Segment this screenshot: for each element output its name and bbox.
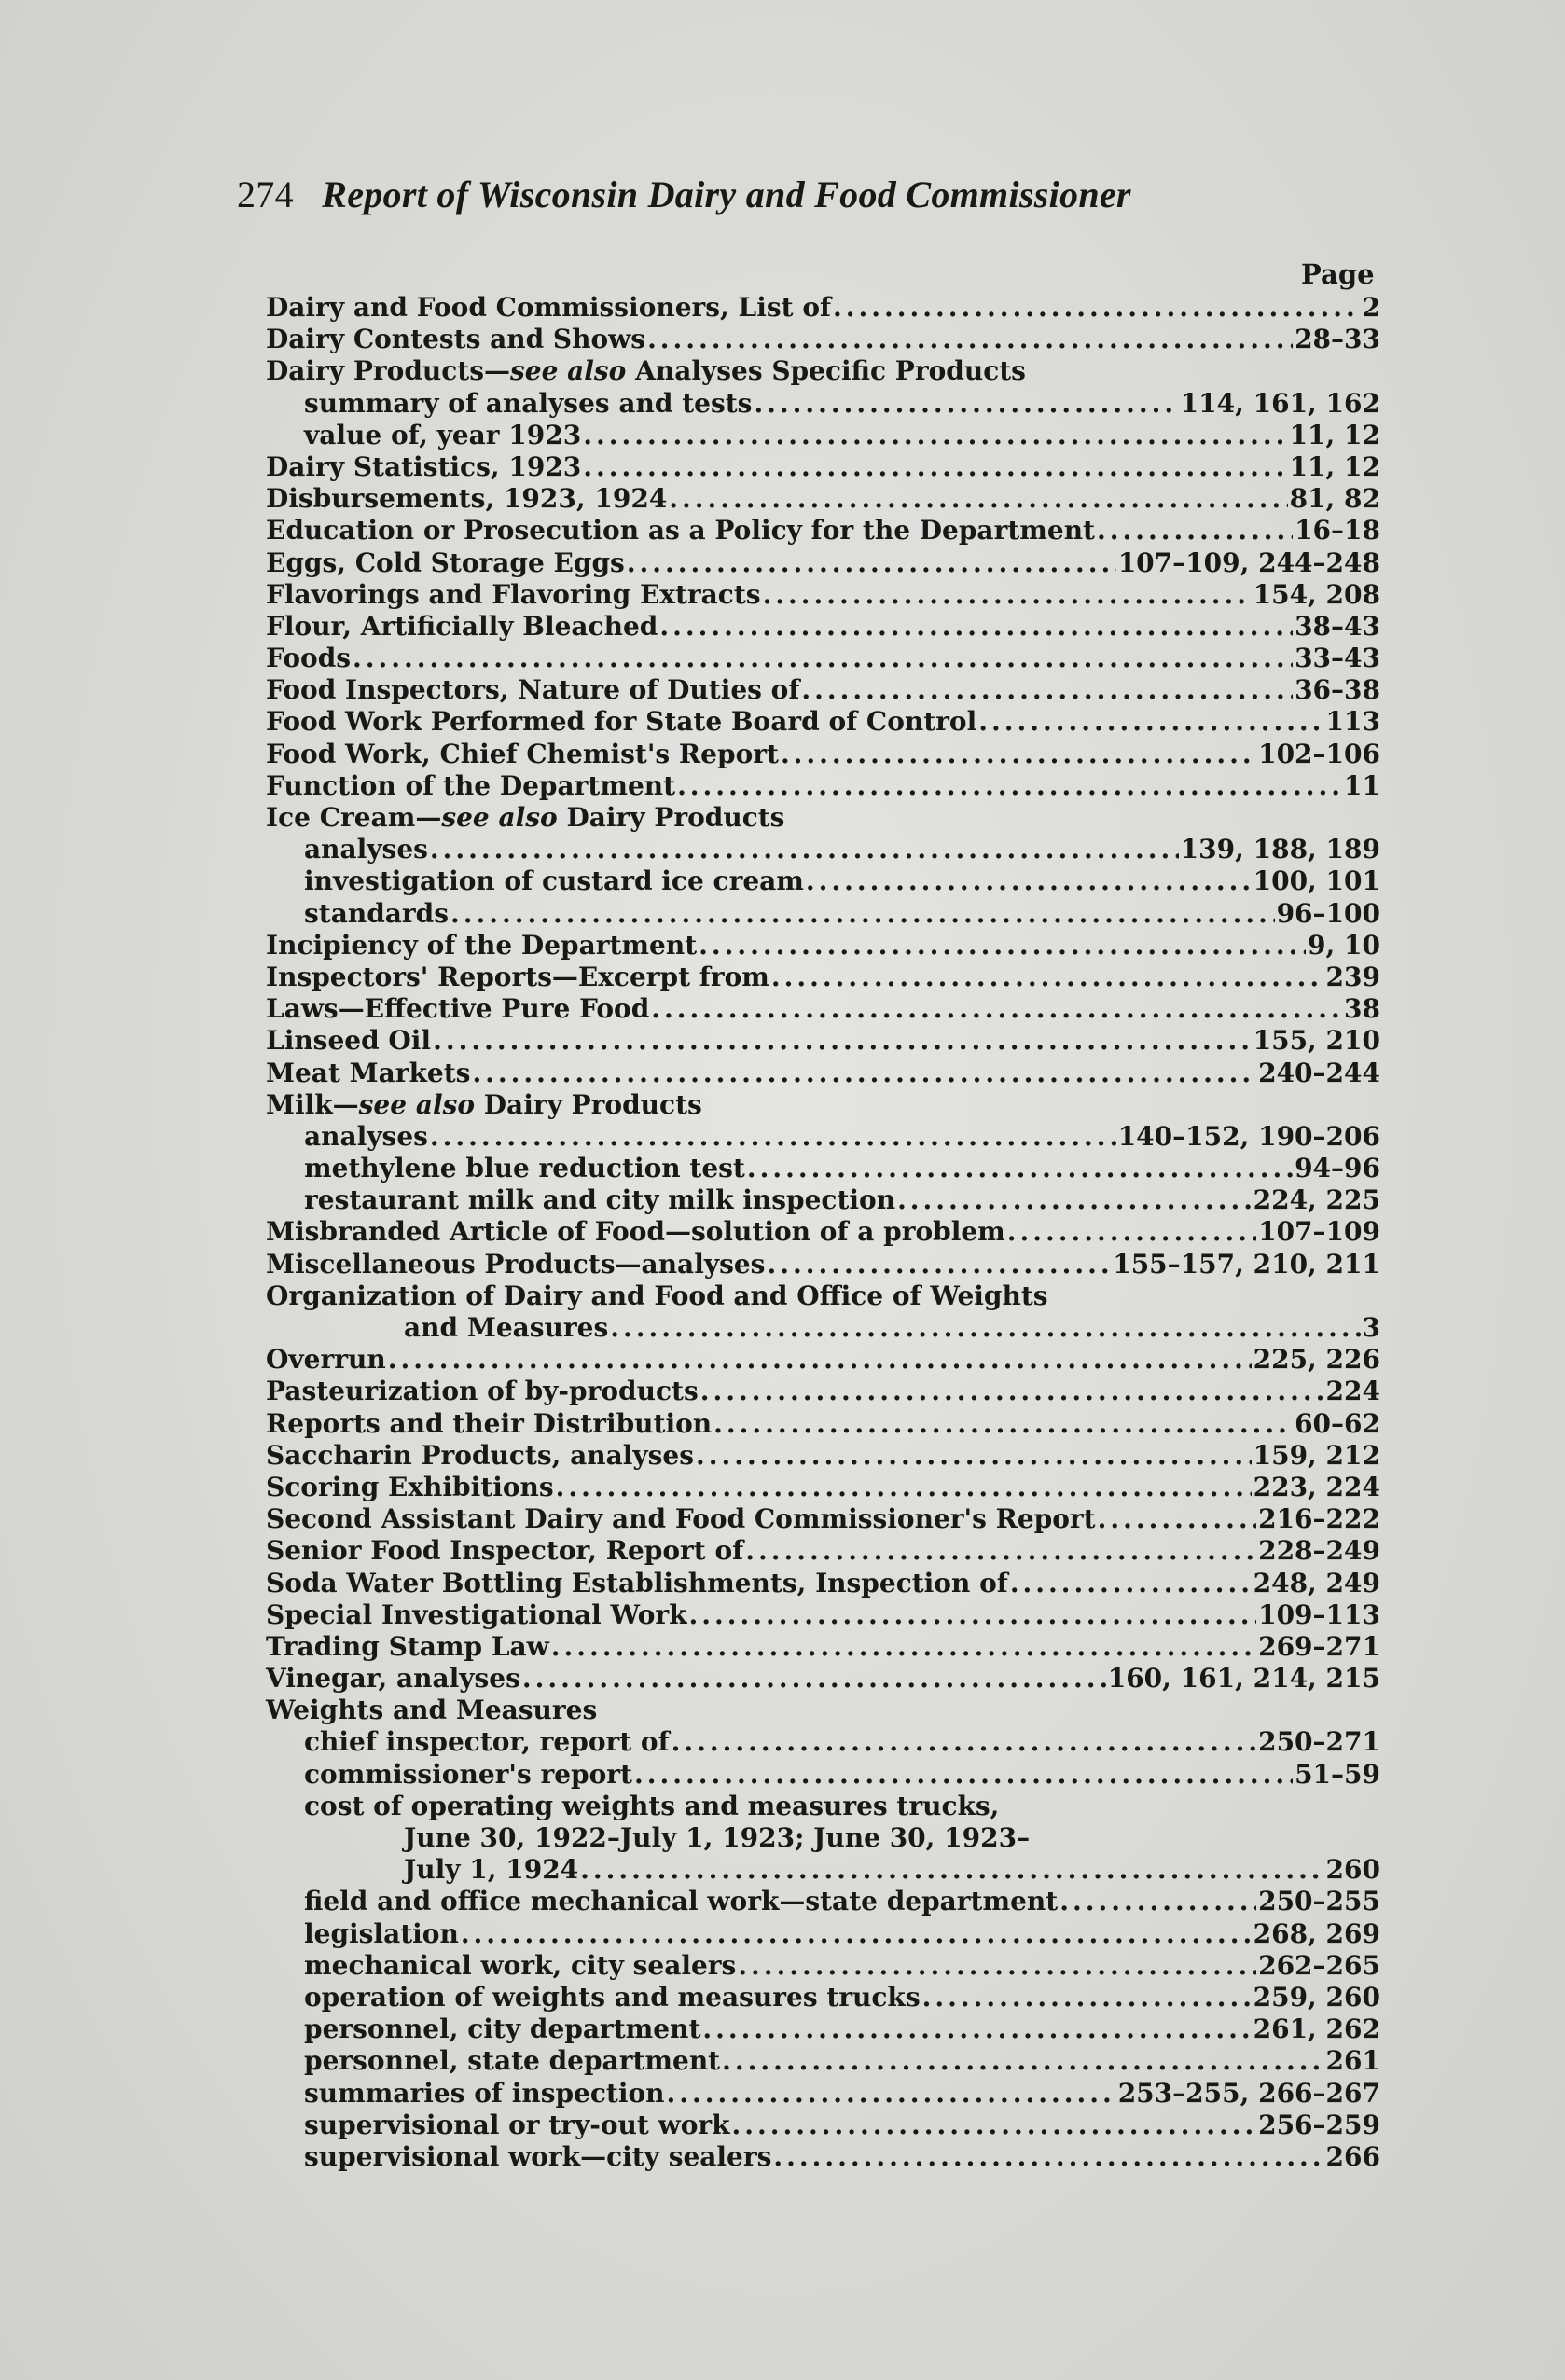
entry-label (266, 674, 799, 706)
entry-label (266, 1216, 1005, 1248)
dot-leader (689, 1599, 1257, 1631)
index-entry (266, 355, 1380, 387)
entry-text: Misbranded Article of Food—solution of a problem (266, 1216, 1005, 1248)
page-reference: 224 (1325, 1376, 1380, 1407)
index-entry (266, 770, 1380, 802)
entry-text: Inspectors' Reports—Excerpt from (266, 961, 769, 992)
entry-label (304, 2141, 771, 2173)
entry-label (266, 1663, 520, 1695)
dot-leader (767, 1249, 1111, 1280)
index-subentry (266, 1918, 1380, 1950)
index-subentry (266, 2110, 1380, 2141)
entry-label (266, 739, 779, 770)
dot-leader (978, 706, 1323, 738)
index-entry (266, 1663, 1380, 1695)
entry-label (404, 1312, 608, 1344)
entry-text: standards (304, 897, 450, 929)
page-header (237, 173, 1131, 216)
dot-leader (732, 2110, 1257, 2141)
page-reference: 268, 269 (1253, 1917, 1380, 1949)
index-subentry (266, 1759, 1380, 1791)
index-entry (266, 483, 1380, 515)
dot-leader (699, 930, 1306, 962)
entry-label (266, 1280, 1048, 1312)
entry-label (266, 547, 625, 579)
index-subentry (266, 1822, 1380, 1854)
index-subentry (266, 1950, 1380, 1982)
dot-leader (745, 1535, 1256, 1567)
dot-leader (583, 451, 1287, 483)
page-reference: 107–109, 244–248 (1117, 547, 1380, 578)
entry-label (266, 355, 1026, 387)
entry-text: cost of operating weights and measures trucks, (304, 1790, 1000, 1821)
see-also-reference: see also (358, 1088, 476, 1120)
page-reference: 262–265 (1258, 1949, 1380, 1981)
index-entry (266, 1472, 1380, 1503)
entry-label (304, 420, 581, 451)
index-entry (266, 706, 1380, 738)
index-subentry (266, 1153, 1380, 1184)
dot-leader (696, 1440, 1252, 1472)
dot-leader (1098, 1503, 1256, 1535)
page-reference: 102–106 (1258, 738, 1380, 769)
dot-leader (647, 324, 1293, 355)
entry-label (304, 898, 449, 930)
dot-leader (1097, 515, 1293, 547)
page-reference: 155, 210 (1253, 1025, 1380, 1057)
entry-label (266, 706, 976, 738)
index-subentry (266, 834, 1380, 865)
running-title: Report of Wisconsin Dairy and Food Commissioner (322, 173, 1131, 215)
index-entry (266, 1535, 1380, 1567)
page-reference: 51–59 (1295, 1758, 1380, 1790)
entry-label (266, 1695, 597, 1726)
entry-label (266, 1599, 687, 1631)
entry-text: Dairy Contests and Shows (266, 324, 646, 355)
index-entry (266, 643, 1380, 674)
dot-leader (713, 1408, 1293, 1440)
entry-label (304, 865, 804, 897)
entry-text: summaries of inspection (304, 2077, 665, 2109)
entry-label (266, 802, 784, 834)
index-entry (266, 292, 1380, 324)
entry-text: Organization of Dairy and Food and Office of Weights (266, 1280, 1048, 1311)
entry-text: analyses (304, 1120, 428, 1152)
index-entry (266, 1025, 1380, 1057)
dot-leader (461, 1918, 1252, 1950)
page-reference: 223, 224 (1253, 1471, 1380, 1502)
entry-label (266, 579, 761, 611)
page-reference: 266 (1325, 2140, 1380, 2172)
entry-label (266, 451, 581, 483)
page-reference: 259, 260 (1253, 1981, 1380, 2013)
dot-leader (801, 674, 1293, 706)
dot-leader (450, 898, 1275, 930)
page-reference: 228–249 (1258, 1535, 1380, 1567)
entry-text: personnel, state department (304, 2045, 721, 2077)
index-entry (266, 802, 1380, 834)
entry-text: analyses (304, 834, 428, 865)
page-reference: 216–222 (1258, 1503, 1380, 1535)
index-entry (266, 962, 1380, 993)
page-reference: 269–271 (1258, 1630, 1380, 1662)
index-subentry (266, 898, 1380, 930)
entry-label (266, 292, 831, 324)
page-reference: 94–96 (1295, 1153, 1380, 1184)
page-reference: 38 (1344, 993, 1380, 1025)
entry-text: Food Work, Chief Chemist's Report (266, 738, 779, 769)
index-entry (266, 993, 1380, 1025)
entry-text: legislation (304, 1917, 459, 1949)
dot-leader (627, 547, 1116, 579)
index-entry (266, 515, 1380, 547)
entry-label (266, 483, 667, 515)
dot-leader (669, 483, 1287, 515)
page-reference: 250–271 (1258, 1726, 1380, 1758)
index-subentry (266, 2141, 1380, 2173)
entry-text: Senior Food Inspector, Report of (266, 1535, 744, 1567)
page-reference: 248, 249 (1253, 1567, 1380, 1598)
dot-leader (771, 962, 1324, 993)
index-entry (266, 324, 1380, 355)
entry-text: Soda Water Bottling Establishments, Inspection of (266, 1567, 1008, 1598)
page-reference: 140–152, 190–206 (1117, 1120, 1380, 1152)
entry-label (304, 2045, 720, 2077)
page-reference: 81, 82 (1289, 483, 1380, 515)
see-also-reference: see also (510, 355, 627, 387)
index-subentry (266, 420, 1380, 451)
page-reference: 11 (1344, 769, 1380, 801)
entry-label (266, 1408, 712, 1440)
dot-leader (610, 1312, 1360, 1344)
entry-text: Weights and Measures (266, 1695, 598, 1726)
index-entry (266, 1599, 1380, 1631)
index-entry (266, 1376, 1380, 1407)
entry-text: Function of the Department (266, 769, 676, 801)
entry-label (304, 1726, 670, 1758)
entry-label (304, 1950, 736, 1982)
entry-text: Food Inspectors, Nature of Duties of (266, 674, 800, 706)
entry-text: value of, year 1923 (304, 419, 582, 450)
page-reference: 160, 161, 214, 215 (1107, 1663, 1380, 1695)
dot-leader (672, 1726, 1256, 1758)
entry-label (304, 834, 428, 865)
page-reference: 96–100 (1276, 897, 1380, 929)
entry-label (266, 1440, 694, 1472)
dot-leader (430, 1121, 1116, 1153)
index-subentry (266, 2045, 1380, 2077)
entry-label (404, 1822, 1030, 1854)
dot-leader (754, 388, 1178, 420)
page-column-label: Page (1301, 258, 1375, 290)
entry-text: methylene blue reduction test (304, 1153, 745, 1184)
page-reference: 159, 212 (1253, 1439, 1380, 1471)
index-subentry (266, 1312, 1380, 1344)
entry-label (266, 930, 697, 962)
index-entry (266, 451, 1380, 483)
page-reference: 38–43 (1295, 610, 1380, 642)
index-entry (266, 1344, 1380, 1376)
entry-text: Dairy and Food Commissioners, List of (266, 292, 832, 323)
entry-label (304, 2013, 700, 2045)
entry-label (304, 388, 752, 420)
entry-text: and Measures (404, 1312, 609, 1343)
page-reference: 3 (1362, 1312, 1380, 1343)
page-reference: 2 (1362, 292, 1380, 323)
dot-leader (634, 1759, 1293, 1791)
index-entry (266, 1058, 1380, 1089)
entry-text: operation of weights and measures trucks (304, 1981, 921, 2013)
entry-label (266, 1025, 431, 1057)
entry-text: Scoring Exhibitions (266, 1471, 554, 1502)
entry-label (266, 962, 769, 993)
dot-leader (583, 420, 1287, 451)
page-reference: 100, 101 (1253, 865, 1380, 897)
entry-label (266, 515, 1095, 547)
page-reference: 139, 188, 189 (1180, 834, 1380, 865)
entry-text: Trading Stamp Law (266, 1630, 549, 1662)
entry-text: Meat Markets (266, 1057, 471, 1088)
dot-leader (702, 2013, 1251, 2045)
entry-text: Flour, Artificially Bleached (266, 610, 658, 642)
dot-leader (722, 2045, 1323, 2077)
dot-leader (551, 1631, 1256, 1663)
page-reference: 154, 208 (1253, 578, 1380, 610)
dot-leader (580, 1854, 1323, 1886)
entry-text-continued: Dairy Products (475, 1088, 702, 1120)
entry-text: Vinegar, analyses (266, 1663, 520, 1695)
dot-leader (353, 643, 1293, 674)
dot-leader (773, 2141, 1323, 2173)
index-entry (266, 1631, 1380, 1663)
entry-text: Laws—Effective Pure Food (266, 993, 650, 1025)
entry-text: personnel, city department (304, 2013, 701, 2045)
index-entry (266, 1503, 1380, 1535)
page-reference: 155–157, 210, 211 (1113, 1248, 1380, 1280)
entry-label (266, 1376, 699, 1407)
entry-label (304, 1121, 428, 1153)
page-reference: 11, 12 (1289, 450, 1380, 482)
entry-label (304, 1153, 745, 1184)
entry-text: chief inspector, report of (304, 1726, 670, 1758)
index-entry (266, 1408, 1380, 1440)
entry-text: Education or Prosecution as a Policy for the Department (266, 515, 1095, 547)
index-subentry (266, 1886, 1380, 1917)
index-subentry (266, 865, 1380, 897)
entry-label (304, 1791, 999, 1822)
entry-label (304, 1759, 632, 1791)
entry-text: Incipiency of the Department (266, 929, 698, 961)
page-reference: 224, 225 (1253, 1184, 1380, 1216)
entry-label (266, 1058, 470, 1089)
dot-leader (833, 292, 1360, 324)
page-reference: 225, 226 (1253, 1344, 1380, 1376)
index-subentry (266, 1982, 1380, 2013)
page-reference: 114, 161, 162 (1180, 387, 1380, 419)
dot-leader (522, 1663, 1106, 1695)
dot-leader (1007, 1216, 1256, 1248)
page-reference: 240–244 (1258, 1057, 1380, 1088)
entry-text: Eggs, Cold Storage Eggs (266, 547, 625, 578)
page-reference: 36–38 (1295, 674, 1380, 706)
dot-leader (922, 1982, 1252, 2013)
index-entry (266, 1568, 1380, 1599)
entry-text: Linseed Oil (266, 1025, 432, 1057)
page-reference: 261 (1325, 2045, 1380, 2077)
entry-label (266, 1535, 743, 1567)
dot-leader (897, 1184, 1252, 1216)
dot-leader (806, 865, 1252, 897)
entry-text: Second Assistant Dairy and Food Commissioner's Report (266, 1503, 1096, 1535)
page-reference: 260 (1325, 1854, 1380, 1886)
entry-text: July 1, 1924 (404, 1854, 579, 1886)
index-entry (266, 1280, 1380, 1312)
index-entry (266, 739, 1380, 770)
entry-label (266, 1631, 549, 1663)
entry-text: Special Investigational Work (266, 1598, 687, 1630)
entry-label (304, 2110, 730, 2141)
index-entry (266, 1249, 1380, 1280)
entry-label (266, 1249, 765, 1280)
entry-text: Overrun (266, 1344, 386, 1376)
entry-text: restaurant milk and city milk inspection (304, 1184, 896, 1216)
index-entry (266, 1440, 1380, 1472)
entry-label (304, 1184, 895, 1216)
dot-leader (700, 1376, 1324, 1407)
index-subentry (266, 1854, 1380, 1886)
page-reference: 250–255 (1258, 1886, 1380, 1917)
entry-text-continued: Dairy Products (557, 802, 785, 833)
entry-label (266, 643, 351, 674)
dot-leader (738, 1950, 1256, 1982)
index-subentry (266, 2078, 1380, 2110)
index-subentry (266, 388, 1380, 420)
entry-text: Food Work Performed for State Board of Control (266, 706, 977, 738)
entry-label (404, 1854, 578, 1886)
index-subentry (266, 2013, 1380, 2045)
page-reference: 113 (1325, 706, 1380, 738)
entry-text: Flavorings and Flavoring Extracts (266, 578, 761, 610)
entry-label (266, 770, 675, 802)
dot-leader (781, 739, 1256, 770)
entry-text: investigation of custard ice cream (304, 865, 804, 897)
entry-label (304, 1918, 459, 1950)
entry-label (266, 993, 649, 1025)
page-reference: 28–33 (1295, 324, 1380, 355)
page-reference: 60–62 (1295, 1407, 1380, 1439)
page-reference: 107–109 (1258, 1216, 1380, 1248)
page-reference: 16–18 (1295, 515, 1380, 547)
entry-label (266, 611, 658, 643)
entry-label (266, 1568, 1008, 1599)
dot-leader (659, 611, 1293, 643)
page-reference: 256–259 (1258, 2109, 1380, 2140)
entry-text: Ice Cream— (266, 802, 442, 833)
entry-text: summary of analyses and tests (304, 387, 753, 419)
index-entry (266, 1695, 1380, 1726)
index-entry (266, 579, 1380, 611)
dot-leader (763, 579, 1252, 611)
entry-label (266, 1089, 702, 1121)
dot-leader (430, 834, 1179, 865)
entry-label (266, 324, 645, 355)
dot-leader (1059, 1886, 1256, 1917)
index-entry (266, 1216, 1380, 1248)
page-reference: 33–43 (1295, 643, 1380, 674)
page-reference: 253–255, 266–267 (1117, 2077, 1380, 2109)
entry-text: Milk— (266, 1088, 359, 1120)
index-subentry (266, 1184, 1380, 1216)
page-reference: 239 (1325, 961, 1380, 992)
index-subentry (266, 1121, 1380, 1153)
entry-label (304, 2078, 665, 2110)
entry-label (266, 1344, 386, 1376)
entry-text: mechanical work, city sealers (304, 1949, 737, 1981)
page-reference: 109–113 (1258, 1598, 1380, 1630)
entry-text: supervisional or try-out work (304, 2109, 730, 2140)
index-entries (266, 292, 1380, 2173)
entry-label (266, 1503, 1096, 1535)
entry-text: Saccharin Products, analyses (266, 1439, 695, 1471)
dot-leader (747, 1153, 1293, 1184)
index-entry (266, 611, 1380, 643)
index-subentry (266, 1791, 1380, 1822)
index-entry (266, 930, 1380, 962)
entry-text: field and office mechanical work—state department (304, 1886, 1059, 1917)
page-reference: 261, 262 (1253, 2013, 1380, 2045)
page-reference: 9, 10 (1308, 929, 1380, 961)
entry-text-continued: Analyses Specific Products (626, 355, 1026, 387)
page-number: 274 (237, 173, 294, 215)
dot-leader (556, 1472, 1252, 1503)
dot-leader (472, 1058, 1256, 1089)
dot-leader (651, 993, 1342, 1025)
page-reference: 11, 12 (1289, 419, 1380, 450)
entry-label (304, 1982, 921, 2013)
entry-text: commissioner's report (304, 1758, 632, 1790)
dot-leader (667, 2078, 1116, 2110)
entry-text: Pasteurization of by-products (266, 1376, 699, 1407)
dot-leader (388, 1344, 1252, 1376)
entry-label (266, 1472, 554, 1503)
entry-label (304, 1886, 1058, 1917)
index-entry (266, 1089, 1380, 1121)
entry-text: Miscellaneous Products—analyses (266, 1248, 766, 1280)
entry-text: Foods (266, 643, 352, 674)
entry-text: Reports and their Distribution (266, 1407, 713, 1439)
dot-leader (1010, 1568, 1252, 1599)
entry-text: Dairy Products— (266, 355, 510, 387)
dot-leader (433, 1025, 1252, 1057)
see-also-reference: see also (441, 802, 558, 833)
index-entry (266, 674, 1380, 706)
index-subentry (266, 1726, 1380, 1758)
entry-text: supervisional work—city sealers (304, 2140, 772, 2172)
entry-text: Disbursements, 1923, 1924 (266, 483, 668, 515)
entry-text: June 30, 1922–July 1, 1923; June 30, 1923– (404, 1822, 1031, 1853)
index-entry (266, 547, 1380, 579)
dot-leader (677, 770, 1342, 802)
entry-text: Dairy Statistics, 1923 (266, 450, 582, 482)
